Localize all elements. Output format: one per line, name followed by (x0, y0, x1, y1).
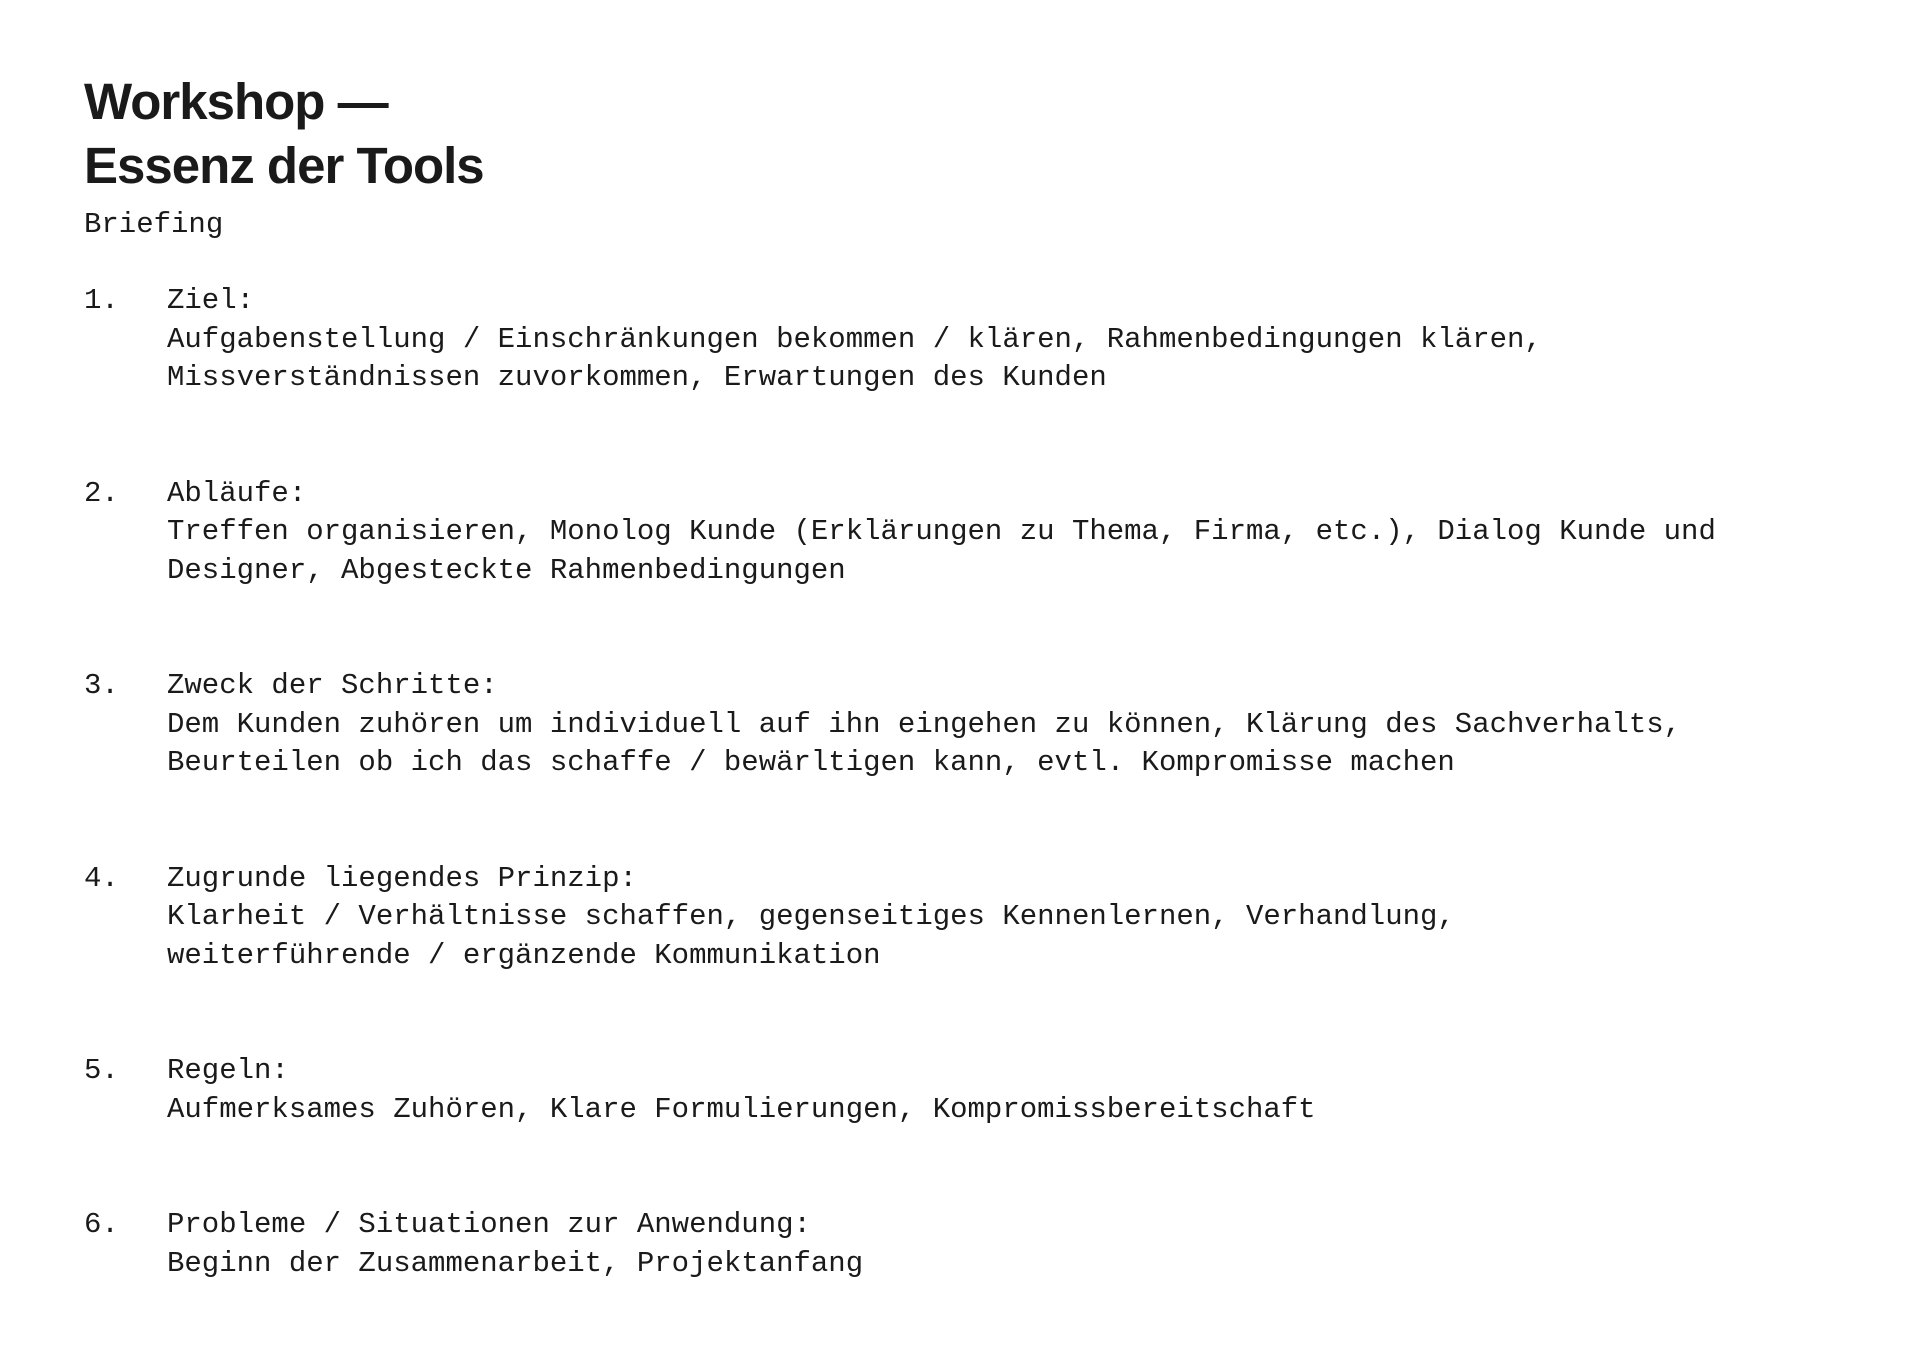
item-body (167, 860, 1844, 976)
item-body (167, 475, 1844, 591)
item-text-line: Aufmerksames Zuhören, Klare Formulierungen, Kompromissbereitschaft (167, 1092, 1316, 1126)
list-item (84, 282, 1844, 398)
item-text-line: Klarheit / Verhältnisse schaffen, gegenseitiges Kennenlernen, Verhandlung, (167, 900, 1455, 933)
item-text-line: Beurteilen ob ich das schaffe / bewärltigen kann, evtl. Kompromisse machen (167, 746, 1455, 779)
item-number: 4. (84, 861, 119, 895)
item-body (167, 667, 1844, 783)
item-heading: Probleme / Situationen zur Anwendung: (167, 1208, 811, 1241)
item-heading: Zweck der Schritte: (167, 669, 498, 702)
item-text-line: weiterführende / ergänzende Kommunikation (167, 938, 881, 972)
document-page (84, 70, 1844, 1283)
item-number: 6. (84, 1208, 119, 1241)
list-item (84, 667, 1844, 783)
title-line: Essenz der Tools (84, 137, 484, 194)
item-number: 2. (84, 476, 119, 510)
item-number: 5. (84, 1054, 119, 1087)
item-heading: Ziel: (167, 284, 255, 317)
item-body (167, 1206, 1844, 1283)
page-title (84, 70, 1844, 198)
title-line: Workshop — (84, 73, 388, 130)
item-body (167, 282, 1844, 398)
list-item (84, 1206, 1844, 1283)
item-heading: Regeln: (167, 1054, 289, 1087)
briefing-list (84, 282, 1844, 1283)
item-text-line: Aufgabenstellung / Einschränkungen bekommen / klären, Rahmenbedingungen klären, (167, 322, 1542, 356)
item-text-line: Missverständnissen zuvorkommen, Erwartungen des Kunden (167, 361, 1107, 394)
list-item (84, 475, 1844, 591)
item-number: 3. (84, 669, 119, 702)
section-label: Briefing (84, 208, 224, 241)
item-heading: Abläufe: (167, 476, 307, 510)
item-text-line: Treffen organisieren, Monolog Kunde (Erklärungen zu Thema, Firma, etc.), Dialog Kunde und (167, 515, 1716, 548)
list-item (84, 1052, 1844, 1129)
item-number: 1. (84, 284, 119, 317)
item-text-line: Designer, Abgesteckte Rahmenbedingungen (167, 553, 846, 587)
item-text-line: Beginn der Zusammenarbeit, Projektanfang (167, 1246, 864, 1280)
item-text-line: Dem Kunden zuhören um individuell auf ihn eingehen zu können, Klärung des Sachverhalts, (167, 707, 1682, 741)
item-heading: Zugrunde liegendes Prinzip: (167, 861, 637, 895)
list-item (84, 860, 1844, 976)
item-body (167, 1052, 1844, 1129)
